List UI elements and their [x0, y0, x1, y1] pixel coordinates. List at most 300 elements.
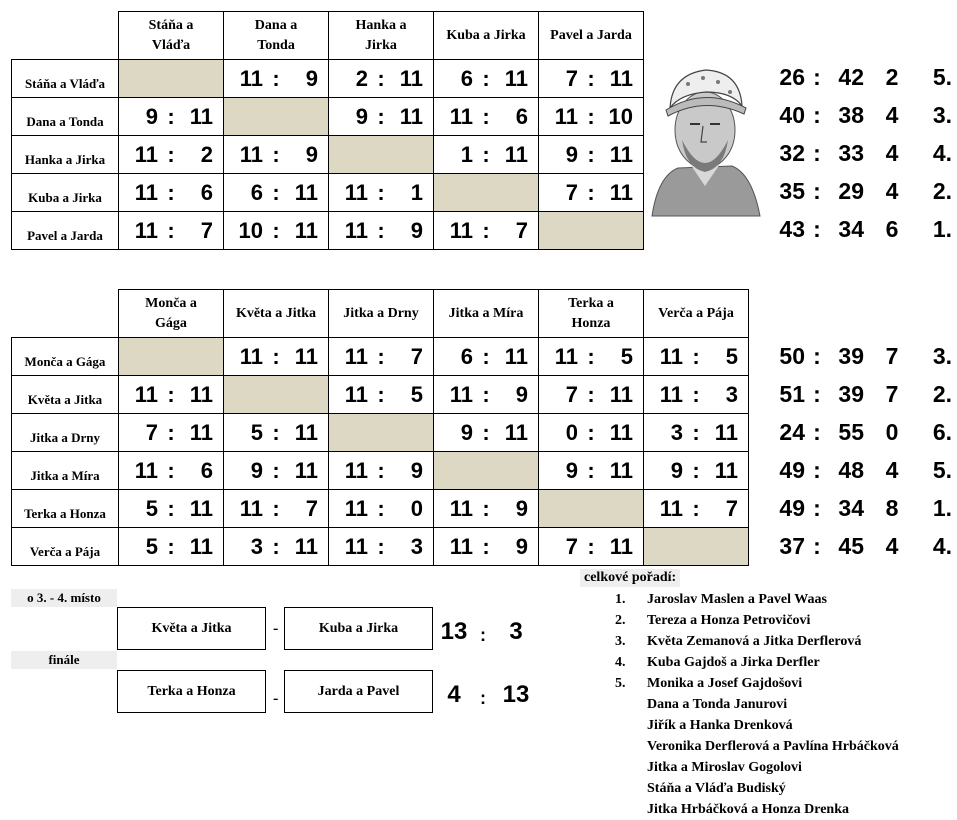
score-left: 11 [134, 141, 158, 167]
total-for: 32 [779, 140, 805, 166]
row-team-name: Verča a Pája [12, 528, 119, 566]
score-cell [329, 528, 434, 566]
score-cell [434, 60, 539, 98]
total-against: 55 [838, 419, 864, 445]
score-right: 3 [725, 381, 738, 407]
score-right: 11 [399, 103, 423, 129]
score-left: 9 [355, 103, 368, 129]
score-right: 11 [294, 419, 318, 445]
score-left: 9 [565, 457, 578, 483]
score-left: 11 [449, 381, 473, 407]
score-cell [224, 528, 329, 566]
ranking-team-name: Monika a Josef Gajdošovi [647, 676, 803, 691]
score-cell [539, 338, 644, 376]
score-colon: : [482, 141, 490, 167]
score-cell [329, 212, 434, 250]
score-colon: : [167, 533, 175, 559]
total-colon: : [813, 178, 821, 204]
score-right: 11 [504, 141, 528, 167]
score-cell [644, 414, 749, 452]
ranking-team-name: Kuba Gajdoš a Jirka Derfler [647, 655, 820, 670]
total-points: 4 [885, 457, 899, 483]
diagonal-cell [644, 528, 749, 566]
score-cell [119, 98, 224, 136]
column-header: Hanka a Jirka [329, 12, 434, 60]
score-colon: : [377, 495, 385, 521]
total-points: 4 [885, 140, 899, 166]
score-left: 7 [565, 533, 578, 559]
table-row [12, 212, 644, 250]
score-right: 7 [410, 343, 423, 369]
score-right: 9 [305, 65, 318, 91]
final-score2: 13 [502, 681, 530, 708]
score-colon: : [377, 103, 385, 129]
score-left: 5 [250, 419, 263, 445]
diagonal-cell [224, 376, 329, 414]
row-team-name: Terka a Honza [12, 490, 119, 528]
score-left: 6 [460, 65, 473, 91]
score-colon: : [272, 495, 280, 521]
score-left: 11 [449, 103, 473, 129]
score-colon: : [692, 457, 700, 483]
total-rank: 5. [932, 457, 952, 483]
score-cell [329, 98, 434, 136]
ranking-entry [615, 673, 899, 694]
score-colon: : [587, 533, 595, 559]
third-place-score2: 3 [509, 618, 523, 645]
score-right: 11 [504, 419, 528, 445]
score-right: 11 [714, 457, 738, 483]
total-for: 49 [779, 495, 805, 521]
total-rank: 3. [932, 343, 952, 369]
score-right: 11 [399, 65, 423, 91]
score-right: 11 [609, 419, 633, 445]
score-right: 11 [609, 141, 633, 167]
score-colon: : [377, 457, 385, 483]
score-colon: : [167, 419, 175, 445]
score-left: 3 [670, 419, 683, 445]
table-row [12, 452, 749, 490]
total-for: 51 [779, 381, 805, 407]
total-rank: 2. [932, 178, 952, 204]
ranking-team-name: Květa Zemanová a Jitka Derflerová [647, 634, 862, 649]
score-cell [224, 136, 329, 174]
score-colon: : [482, 533, 490, 559]
total-points: 2 [885, 64, 899, 90]
score-left: 9 [145, 103, 158, 129]
table-row [12, 60, 644, 98]
diagonal-cell [329, 414, 434, 452]
total-points: 6 [885, 216, 899, 242]
score-colon: : [167, 103, 175, 129]
final-dash: - [273, 690, 279, 707]
score-cell [434, 136, 539, 174]
score-right: 11 [189, 495, 213, 521]
score-left: 0 [565, 419, 578, 445]
score-right: 1 [410, 179, 423, 205]
score-cell [539, 528, 644, 566]
score-colon: : [272, 533, 280, 559]
score-cell [224, 452, 329, 490]
score-cell [644, 490, 749, 528]
score-right: 2 [200, 141, 213, 167]
score-colon: : [482, 217, 490, 243]
total-colon: : [813, 64, 821, 90]
final-colon: : [480, 688, 486, 708]
score-cell [539, 98, 644, 136]
diagonal-cell [119, 338, 224, 376]
score-colon: : [272, 457, 280, 483]
total-rank: 1. [932, 216, 952, 242]
ranking-team-name: Jaroslav Maslen a Pavel Waas [647, 592, 827, 607]
score-cell [224, 174, 329, 212]
diagonal-cell [434, 452, 539, 490]
score-colon: : [587, 179, 595, 205]
ranking-position [615, 715, 647, 736]
total-for: 37 [779, 533, 805, 559]
score-colon: : [482, 103, 490, 129]
score-right: 11 [189, 419, 213, 445]
ranking-team-name: Jitka Hrbáčková a Honza Drenka [647, 802, 849, 817]
score-colon: : [692, 419, 700, 445]
score-left: 11 [449, 495, 473, 521]
score-colon: : [587, 381, 595, 407]
score-right: 11 [609, 65, 633, 91]
total-colon: : [813, 457, 821, 483]
score-colon: : [587, 419, 595, 445]
total-for: 26 [779, 64, 805, 90]
ranking-entry [615, 778, 899, 799]
ranking-position: 1. [615, 592, 626, 607]
total-for: 24 [779, 419, 805, 445]
total-points: 8 [885, 495, 899, 521]
third-place-team1: Květa a Jitka [117, 607, 266, 650]
table-row [12, 338, 749, 376]
total-against: 29 [838, 178, 864, 204]
score-colon: : [272, 65, 280, 91]
score-cell [644, 452, 749, 490]
final-score1: 4 [447, 681, 461, 708]
score-left: 9 [670, 457, 683, 483]
score-colon: : [167, 495, 175, 521]
total-for: 50 [779, 343, 805, 369]
score-cell [119, 136, 224, 174]
ranking-position: 3. [615, 634, 626, 649]
score-colon: : [272, 217, 280, 243]
ranking-entry [615, 715, 899, 736]
score-left: 11 [449, 217, 473, 243]
ranking-position [615, 736, 647, 757]
score-left: 5 [145, 495, 158, 521]
score-cell [434, 490, 539, 528]
score-left: 11 [344, 457, 368, 483]
row-team-name: Monča a Gága [12, 338, 119, 376]
ranking-position: 4. [615, 655, 626, 670]
score-left: 3 [250, 533, 263, 559]
total-rank: 2. [932, 381, 952, 407]
score-right: 11 [294, 179, 318, 205]
column-header: Kuba a Jirka [434, 12, 539, 60]
total-colon: : [813, 419, 821, 445]
score-left: 11 [659, 381, 683, 407]
overall-ranking-list [615, 589, 899, 820]
score-colon: : [482, 65, 490, 91]
score-colon: : [167, 381, 175, 407]
ranking-entry [615, 652, 899, 673]
total-against: 42 [838, 64, 864, 90]
total-against: 45 [838, 533, 864, 559]
score-left: 7 [565, 65, 578, 91]
score-right: 10 [608, 103, 633, 129]
column-header: Jitka a Drny [329, 290, 434, 338]
score-left: 11 [344, 343, 368, 369]
score-right: 11 [189, 381, 213, 407]
score-left: 1 [460, 141, 473, 167]
diagonal-cell [539, 212, 644, 250]
score-right: 11 [609, 533, 633, 559]
total-for: 35 [779, 178, 805, 204]
score-left: 11 [659, 495, 683, 521]
score-right: 11 [609, 179, 633, 205]
score-right: 11 [294, 457, 318, 483]
score-colon: : [692, 495, 700, 521]
third-place-dash: - [273, 620, 279, 637]
third-place-team2: Kuba a Jirka [284, 607, 433, 650]
final-label: finále [11, 651, 117, 669]
score-right: 11 [294, 343, 318, 369]
score-colon: : [167, 457, 175, 483]
score-colon: : [272, 141, 280, 167]
ranking-entry [615, 799, 899, 820]
total-rank: 6. [932, 419, 952, 445]
score-left: 11 [344, 495, 368, 521]
score-cell [434, 376, 539, 414]
score-left: 11 [134, 217, 158, 243]
score-right: 9 [410, 457, 423, 483]
score-cell [434, 338, 539, 376]
score-left: 9 [250, 457, 263, 483]
table-row [12, 98, 644, 136]
score-right: 11 [504, 65, 528, 91]
score-colon: : [587, 103, 595, 129]
total-colon: : [813, 102, 821, 128]
final-team2: Jarda a Pavel [284, 670, 433, 713]
score-colon: : [377, 343, 385, 369]
score-cell [119, 528, 224, 566]
total-against: 34 [838, 216, 864, 242]
score-right: 5 [725, 343, 738, 369]
score-colon: : [587, 141, 595, 167]
score-right: 5 [620, 343, 633, 369]
row-team-name: Květa a Jitka [12, 376, 119, 414]
ranking-entry [615, 589, 899, 610]
score-right: 7 [305, 495, 318, 521]
third-place-colon: : [480, 625, 486, 645]
table-row [12, 136, 644, 174]
score-left: 11 [554, 103, 578, 129]
score-colon: : [482, 495, 490, 521]
total-against: 33 [838, 140, 864, 166]
score-cell [329, 490, 434, 528]
group1-header-row [12, 12, 644, 60]
score-left: 11 [344, 533, 368, 559]
score-cell [434, 212, 539, 250]
score-colon: : [167, 217, 175, 243]
score-right: 11 [714, 419, 738, 445]
score-cell [539, 136, 644, 174]
score-left: 11 [344, 217, 368, 243]
score-colon: : [692, 381, 700, 407]
score-cell [224, 338, 329, 376]
score-colon: : [272, 419, 280, 445]
score-cell [119, 174, 224, 212]
score-cell [119, 452, 224, 490]
total-colon: : [813, 216, 821, 242]
row-team-name: Jitka a Míra [12, 452, 119, 490]
score-right: 7 [725, 495, 738, 521]
score-left: 7 [565, 179, 578, 205]
total-colon: : [813, 343, 821, 369]
score-colon: : [587, 65, 595, 91]
column-header: Monča a Gága [119, 290, 224, 338]
score-right: 9 [305, 141, 318, 167]
score-right: 6 [515, 103, 528, 129]
table-row [12, 528, 749, 566]
total-against: 39 [838, 381, 864, 407]
group2-table [11, 289, 749, 566]
column-header: Terka a Honza [539, 290, 644, 338]
score-left: 11 [239, 495, 263, 521]
score-right: 9 [515, 381, 528, 407]
score-left: 9 [565, 141, 578, 167]
diagonal-cell [224, 98, 329, 136]
score-right: 3 [410, 533, 423, 559]
row-team-name: Kuba a Jirka [12, 174, 119, 212]
total-points: 0 [885, 419, 899, 445]
score-left: 10 [238, 217, 263, 243]
score-cell [329, 338, 434, 376]
score-colon: : [587, 343, 595, 369]
score-colon: : [377, 533, 385, 559]
score-colon: : [377, 381, 385, 407]
score-left: 5 [145, 533, 158, 559]
total-rank: 4. [932, 533, 952, 559]
score-cell [329, 174, 434, 212]
score-left: 7 [145, 419, 158, 445]
total-colon: : [813, 495, 821, 521]
column-header: Květa a Jitka [224, 290, 329, 338]
diagonal-cell [434, 174, 539, 212]
total-colon: : [813, 140, 821, 166]
score-left: 9 [460, 419, 473, 445]
score-cell [329, 452, 434, 490]
row-team-name: Stáňa a Vláďa [12, 60, 119, 98]
score-colon: : [482, 419, 490, 445]
score-cell [434, 528, 539, 566]
total-for: 49 [779, 457, 805, 483]
total-against: 48 [838, 457, 864, 483]
total-points: 7 [885, 381, 899, 407]
column-header: Verča a Pája [644, 290, 749, 338]
score-right: 9 [515, 495, 528, 521]
diagonal-cell [329, 136, 434, 174]
row-team-name: Dana a Tonda [12, 98, 119, 136]
total-against: 34 [838, 495, 864, 521]
score-cell [119, 490, 224, 528]
score-right: 11 [189, 103, 213, 129]
overall-ranking-title: celkové pořadí: [580, 569, 680, 587]
score-right: 5 [410, 381, 423, 407]
score-colon: : [167, 141, 175, 167]
total-colon: : [813, 533, 821, 559]
score-left: 11 [239, 343, 263, 369]
score-left: 11 [239, 65, 263, 91]
score-left: 11 [659, 343, 683, 369]
score-cell [329, 60, 434, 98]
score-right: 11 [294, 217, 318, 243]
score-left: 6 [460, 343, 473, 369]
score-cell [224, 60, 329, 98]
ranking-entry [615, 736, 899, 757]
total-points: 7 [885, 343, 899, 369]
score-colon: : [692, 343, 700, 369]
ranking-team-name: Jiřík a Hanka Drenková [647, 718, 793, 733]
total-for: 43 [779, 216, 805, 242]
table-row [12, 414, 749, 452]
score-left: 11 [239, 141, 263, 167]
score-colon: : [167, 179, 175, 205]
score-right: 9 [515, 533, 528, 559]
group1-table [11, 11, 644, 250]
score-right: 11 [504, 343, 528, 369]
score-cell [539, 376, 644, 414]
ranking-team-name: Veronika Derflerová a Pavlína Hrbáčková [647, 739, 899, 754]
score-right: 6 [200, 179, 213, 205]
score-right: 0 [410, 495, 423, 521]
third-place-score1: 13 [440, 618, 468, 645]
score-left: 2 [355, 65, 368, 91]
column-header: Jitka a Míra [434, 290, 539, 338]
ranking-team-name: Dana a Tonda Janurovi [647, 697, 788, 712]
ranking-position [615, 757, 647, 778]
score-colon: : [482, 381, 490, 407]
ranking-position: 5. [615, 676, 626, 691]
final-team1: Terka a Honza [117, 670, 266, 713]
score-right: 6 [200, 457, 213, 483]
total-rank: 4. [932, 140, 952, 166]
ranking-entry [615, 631, 899, 652]
corner-cell [12, 290, 119, 338]
score-cell [119, 414, 224, 452]
score-cell [539, 174, 644, 212]
total-points: 4 [885, 533, 899, 559]
score-cell [119, 212, 224, 250]
column-header: Pavel a Jarda [539, 12, 644, 60]
row-team-name: Jitka a Drny [12, 414, 119, 452]
score-left: 11 [554, 343, 578, 369]
score-cell [539, 414, 644, 452]
ranking-team-name: Jitka a Miroslav Gogolovi [647, 760, 802, 775]
score-right: 11 [609, 457, 633, 483]
ranking-team-name: Stáňa a Vláďa Budiský [647, 781, 786, 796]
total-rank: 5. [932, 64, 952, 90]
score-cell [539, 452, 644, 490]
ranking-entry [615, 757, 899, 778]
total-colon: : [813, 381, 821, 407]
ranking-team-name: Tereza a Honza Petrovičovi [647, 613, 811, 628]
score-right: 7 [200, 217, 213, 243]
score-cell [434, 98, 539, 136]
